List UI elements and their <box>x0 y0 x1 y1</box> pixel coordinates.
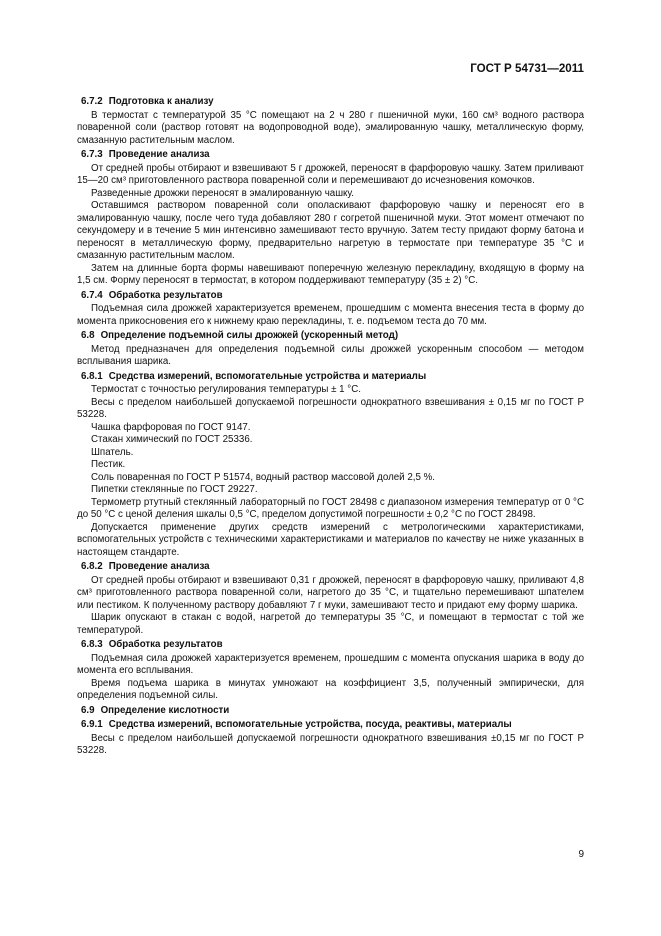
document-body <box>77 94 584 758</box>
paragraph: Разведенные дрожжи переносят в эмалированную чашку. <box>91 187 355 199</box>
paragraph: Стакан химический по ГОСТ 25336. <box>91 434 253 445</box>
section-heading: 6.7.4 Обработка результатов <box>81 289 223 301</box>
section-heading: 6.8.2 Проведение анализа <box>81 561 210 572</box>
paragraph: Термометр ртутный стеклянный лабораторный по ГОСТ 28498 с диапазоном измерения температур от 0 °С до 50 °С с ценой деления шкалы 0,5 °С, пределом допустимой погрешности ± 0,2 °С по ГОСТ 28498. <box>77 496 584 520</box>
paragraph: Пестик. <box>91 459 126 470</box>
paragraph: Оставшимся раствором поваренной соли ополаскивают фарфоровую чашку и переносят его в эмалированную чашку, после чего туда добавляют 280 г согретой пшеничной муки. Этот момент отмечают по секундомеру и в течение 5 мин интенсивно замешивают тесто вручную. Затем тесту придают форму батона и переносят в металлическую форму, предварительно нагретую в термостате при температуре 35 °С и смазанную растительным маслом. <box>77 200 584 261</box>
paragraph: Пипетки стеклянные по ГОСТ 29227. <box>91 484 258 495</box>
paragraph: Шарик опускают в стакан с водой, нагретой до температуры 35 °С, и помещают в термостат с той же температурой. <box>77 612 584 636</box>
paragraph: Шпатель. <box>91 446 134 458</box>
document-header: ГОСТ Р 54731—2011 <box>470 62 584 75</box>
paragraph: От средней пробы отбирают и взвешивают 5 г дрожжей, переносят в фарфоровую чашку. Затем приливают 15—20 см³ приготовленного раствора поваренной соли и перемешивают до исчезновения комочков. <box>77 162 584 186</box>
paragraph: Подъемная сила дрожжей характеризуется временем, прошедшим с момента внесения теста в форму до момента прикосновения его к нижнему краю перекладины, т. е. подъемом теста до 70 мм. <box>77 303 584 327</box>
paragraph: Подъемная сила дрожжей характеризуется временем, прошедшим с момента опускания шарика в воду до момента его всплывания. <box>77 652 584 676</box>
section-heading: 6.7.2 Подготовка к анализу <box>81 96 214 107</box>
paragraph: Термостат с точностью регулирования температуры ± 1 °С. <box>91 384 361 395</box>
paragraph: В термостат с температурой 35 °С помещают на 2 ч 280 г пшеничной муки, 160 см³ водного раствора поваренной соли (раствор готовят на водопроводной воде), эмалированную чашку, металлическую форму, смазанную растительным маслом. <box>77 109 584 146</box>
paragraph: Чашка фарфоровая по ГОСТ 9147. <box>91 421 251 433</box>
paragraph: Затем на длинные борта формы навешивают поперечную железную перекладину, входящую в форму на 1,5 см. Форму переносят в термостат, в котором поддерживают температуру (35 ± 2) °С. <box>77 262 584 286</box>
section-heading: 6.8.3 Обработка результатов <box>81 639 223 650</box>
paragraph: Весы с пределом наибольшей допускаемой погрешности однократного взвешивания ±0,15 мг по ГОСТ Р 53228. <box>77 732 584 756</box>
paragraph: От средней пробы отбирают и взвешивают 0,31 г дрожжей, переносят в фарфоровую чашку, приливают 4,8 см³ приготовленного раствора поваренной соли, нагретого до 35 °С, и тщательно перемешивают шпателем или пестиком. К полученному раствору добавляют 7 г муки, замешивают тесто и придают ему форму шарика. <box>77 574 584 611</box>
paragraph: Метод предназначен для определения подъемной силы дрожжей ускоренным способом — методом всплывания шарика. <box>77 343 584 367</box>
section-heading: 6.8 Определение подъемной силы дрожжей (ускоренный метод) <box>81 330 399 341</box>
paragraph: Допускается применение других средств измерений с метрологическими характеристиками, вспомогательных устройств с техническими характеристиками и материалов по качеству не ниже указанных в настоящем стандарте. <box>77 521 584 558</box>
section-heading: 6.8.1 Средства измерений, вспомогательные устройства и материалы <box>81 370 427 382</box>
section-heading: 6.7.3 Проведение анализа <box>81 149 210 160</box>
page-number: 9 <box>578 849 584 860</box>
section-heading: 6.9.1 Средства измерений, вспомогательные устройства, посуда, реактивы, материалы <box>81 719 512 730</box>
paragraph: Соль поваренная по ГОСТ Р 51574, водный раствор массовой долей 2,5 %. <box>91 471 435 483</box>
paragraph: Весы с пределом наибольшей допускаемой погрешности однократного взвешивания ± 0,15 мг по ГОСТ Р 53228. <box>77 396 584 420</box>
section-heading: 6.9 Определение кислотности <box>81 704 230 716</box>
paragraph: Время подъема шарика в минутах умножают на коэффициент 3,5, полученный эмпирически, для определения подъемной силы. <box>77 677 584 701</box>
